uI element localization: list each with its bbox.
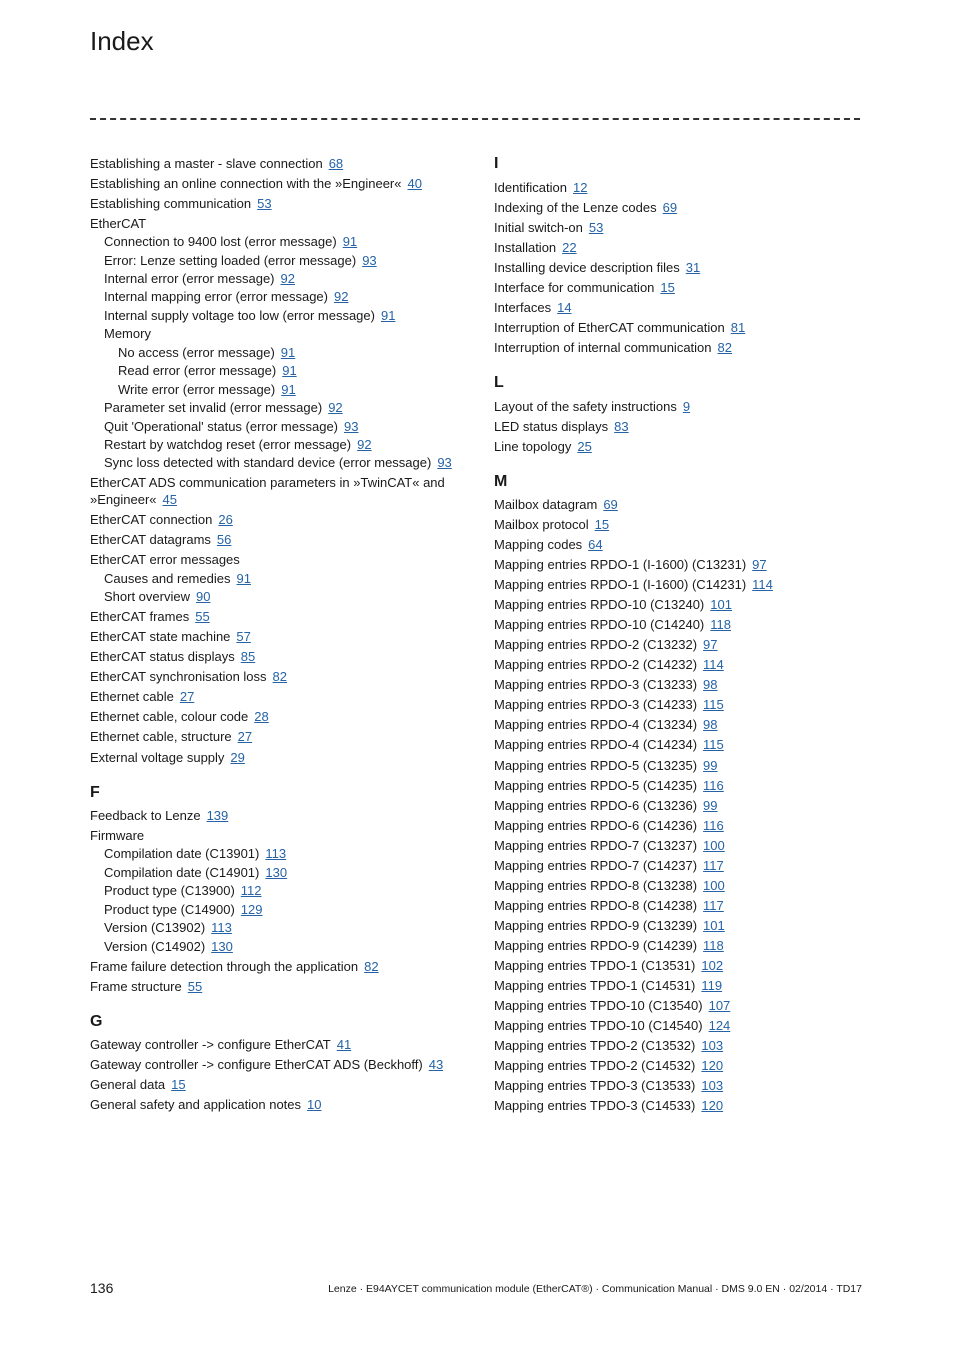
- page-link[interactable]: 14: [557, 300, 572, 315]
- index-term: Mapping entries RPDO-8 (C13238): [494, 878, 698, 893]
- index-entry: [494, 897, 724, 914]
- index-term: Version (C14902): [104, 939, 206, 954]
- index-term: Mapping entries TPDO-1 (C14531): [494, 978, 696, 993]
- index-term: Establishing an online connection with the »Engineer«: [90, 176, 402, 191]
- index-entry: [90, 958, 379, 975]
- footer-page-number: 136: [90, 1280, 114, 1296]
- index-entry: [494, 516, 609, 533]
- index-entry: [494, 536, 603, 553]
- page-link[interactable]: 115: [703, 697, 724, 712]
- index-entry: [494, 319, 745, 336]
- page-link[interactable]: 91: [236, 571, 251, 586]
- page-link[interactable]: 45: [162, 492, 177, 507]
- index-term: Initial switch-on: [494, 220, 583, 235]
- index-entry: [90, 252, 377, 269]
- index-term: Mapping entries TPDO-2 (C14532): [494, 1058, 696, 1073]
- page-link[interactable]: 100: [703, 838, 725, 853]
- index-term: Interruption of EtherCAT communication: [494, 320, 725, 335]
- page-link[interactable]: 93: [344, 419, 359, 434]
- index-term: External voltage supply: [90, 750, 225, 765]
- index-term: Mapping entries TPDO-10 (C14540): [494, 1018, 703, 1033]
- page-link[interactable]: 98: [703, 677, 718, 692]
- index-entry: [90, 325, 151, 342]
- index-entry: [90, 668, 287, 685]
- index-term: Installing device description files: [494, 260, 680, 275]
- index-entry: [90, 919, 232, 936]
- index-term: Mapping entries TPDO-3 (C13533): [494, 1078, 696, 1093]
- index-entry: [90, 864, 287, 881]
- index-term: Version (C13902): [104, 920, 206, 935]
- page-link[interactable]: 82: [364, 959, 379, 974]
- page-link[interactable]: 53: [257, 196, 272, 211]
- page-link[interactable]: 91: [380, 308, 396, 323]
- index-term: Short overview: [104, 589, 190, 604]
- page-link[interactable]: 83: [614, 419, 629, 434]
- page-link[interactable]: 29: [230, 750, 245, 765]
- index-term: Product type (C13900): [104, 883, 235, 898]
- index-entry: [90, 344, 295, 361]
- page-link[interactable]: 27: [179, 689, 195, 704]
- page-link[interactable]: 97: [752, 557, 767, 572]
- index-term: Mapping entries RPDO-7 (C14237): [494, 858, 698, 873]
- index-term: Mapping entries TPDO-3 (C14533): [494, 1098, 696, 1113]
- index-term: Connection to 9400 lost (error message): [104, 234, 337, 249]
- index-entry: [494, 299, 572, 316]
- index-entry: [494, 937, 724, 954]
- index-term: Mapping entries RPDO-1 (I-1600) (C13231): [494, 557, 747, 572]
- index-entry: [90, 288, 348, 305]
- page-link[interactable]: 43: [428, 1057, 444, 1072]
- index-entry: [494, 1077, 723, 1094]
- page-link[interactable]: 64: [588, 537, 603, 552]
- page-link[interactable]: 119: [701, 978, 723, 993]
- index-term: Internal supply voltage too low (error message): [104, 308, 375, 323]
- index-entry: [494, 1057, 723, 1074]
- index-term: Mapping entries RPDO-8 (C14238): [494, 898, 698, 913]
- index-entry: [90, 749, 245, 766]
- index-entry: [494, 179, 587, 196]
- index-term: Parameter set invalid (error message): [104, 400, 323, 415]
- index-term: Write error (error message): [118, 382, 276, 397]
- page-link[interactable]: 10: [307, 1097, 322, 1112]
- index-term: Mapping entries TPDO-10 (C13540): [494, 998, 703, 1013]
- index-entry: [494, 1037, 723, 1054]
- index-term: Mapping codes: [494, 537, 583, 552]
- page-link[interactable]: 97: [703, 637, 718, 652]
- index-entry: [90, 551, 240, 568]
- index-term: Gateway controller -> configure EtherCAT ADS (Beckhoff): [90, 1057, 423, 1072]
- index-term: EtherCAT frames: [90, 609, 190, 624]
- page-link[interactable]: 103: [701, 1038, 724, 1053]
- index-term: Frame failure detection through the application: [90, 959, 359, 974]
- index-entry: [494, 418, 629, 435]
- page-link[interactable]: 31: [685, 260, 701, 275]
- index-term: EtherCAT connection: [90, 512, 213, 527]
- page-link[interactable]: 69: [662, 200, 678, 215]
- index-entry: [494, 398, 690, 415]
- index-term: Error: Lenze setting loaded (error message): [104, 253, 357, 268]
- index-entry: [494, 438, 592, 455]
- index-entry: [494, 997, 730, 1014]
- index-term: Mailbox protocol: [494, 517, 589, 532]
- page-link[interactable]: 92: [333, 289, 349, 304]
- page-link[interactable]: 124: [708, 1018, 731, 1033]
- index-entry: [494, 696, 724, 713]
- page-link[interactable]: 82: [717, 340, 732, 355]
- index-entry: [494, 279, 675, 296]
- index-entry: [494, 917, 725, 934]
- page-link[interactable]: 9: [682, 399, 691, 414]
- index-term: Mapping entries RPDO-5 (C13235): [494, 758, 698, 773]
- index-term: Compilation date (C13901): [104, 846, 260, 861]
- page-link[interactable]: 120: [701, 1098, 724, 1113]
- page-link[interactable]: 100: [703, 878, 725, 893]
- index-term: Layout of the safety instructions: [494, 399, 677, 414]
- index-term: Internal mapping error (error message): [104, 289, 328, 304]
- index-entry: [494, 496, 618, 513]
- index-entry: [494, 857, 724, 874]
- page-link[interactable]: 98: [703, 717, 718, 732]
- page-link[interactable]: 101: [703, 918, 725, 933]
- index-entry: [494, 239, 577, 256]
- page-link[interactable]: 93: [362, 253, 377, 268]
- index-term: Mapping entries RPDO-5 (C14235): [494, 778, 698, 793]
- index-entry: [90, 362, 297, 379]
- index-entry: [494, 777, 724, 794]
- index-entry: [494, 596, 732, 613]
- index-entry: [90, 511, 233, 528]
- index-term: Mapping entries RPDO-4 (C14234): [494, 737, 698, 752]
- index-term: Indexing of the Lenze codes: [494, 200, 657, 215]
- index-entry: [90, 1036, 351, 1053]
- index-term: Mapping entries RPDO-6 (C13236): [494, 798, 698, 813]
- page-link[interactable]: 82: [272, 669, 288, 684]
- index-entry: [90, 978, 202, 995]
- section-letter: L: [494, 374, 504, 391]
- index-term: EtherCAT error messages: [90, 552, 240, 567]
- index-term: Mapping entries RPDO-4 (C13234): [494, 717, 698, 732]
- index-entry: [494, 576, 773, 593]
- page-link[interactable]: 40: [407, 176, 422, 191]
- index-entry: [494, 757, 718, 774]
- index-term: Read error (error message): [118, 363, 277, 378]
- index-entry: [90, 708, 269, 725]
- page-link[interactable]: 28: [254, 709, 269, 724]
- page-link[interactable]: 15: [594, 517, 610, 532]
- page-link[interactable]: 116: [703, 778, 724, 793]
- index-term: Mapping entries TPDO-1 (C13531): [494, 958, 696, 973]
- index-term: General data: [90, 1077, 166, 1092]
- index-term: Mapping entries RPDO-2 (C13232): [494, 637, 698, 652]
- index-entry: [90, 570, 251, 587]
- index-entry: [494, 199, 677, 216]
- index-entry: [494, 616, 731, 633]
- index-entry: [90, 399, 343, 416]
- page-link[interactable]: 114: [752, 577, 773, 592]
- index-term: LED status displays: [494, 419, 609, 434]
- index-entry: [494, 259, 700, 276]
- index-term: Interruption of internal communication: [494, 340, 712, 355]
- index-entry: [90, 1076, 186, 1093]
- index-term: Mapping entries RPDO-6 (C14236): [494, 818, 698, 833]
- index-entry: [90, 195, 272, 212]
- page-link[interactable]: 15: [171, 1077, 186, 1092]
- index-entry: [90, 270, 295, 287]
- index-term: Restart by watchdog reset (error message): [104, 437, 352, 452]
- index-term: Establishing a master - slave connection: [90, 156, 323, 171]
- index-term: EtherCAT: [90, 216, 147, 231]
- index-term: Feedback to Lenze: [90, 808, 201, 823]
- index-term: Mapping entries TPDO-2 (C13532): [494, 1038, 696, 1053]
- page-link[interactable]: 55: [195, 609, 210, 624]
- index-entry: [494, 339, 732, 356]
- page-link[interactable]: 130: [265, 865, 288, 880]
- index-entry: [90, 588, 210, 605]
- index-term: Frame structure: [90, 979, 182, 994]
- index-term: Mapping entries RPDO-3 (C14233): [494, 697, 698, 712]
- page-link[interactable]: 91: [281, 382, 296, 397]
- index-entry: [90, 1056, 443, 1073]
- index-entry: [494, 1017, 730, 1034]
- index-term: Ethernet cable: [90, 689, 174, 704]
- page-link[interactable]: 99: [703, 758, 718, 773]
- section-letter: M: [494, 473, 508, 490]
- index-entry: [90, 827, 144, 844]
- index-term: Line topology: [494, 439, 572, 454]
- index-entry: [90, 175, 422, 192]
- index-entry: [90, 845, 286, 862]
- page-link[interactable]: 85: [240, 649, 256, 664]
- index-term: EtherCAT state machine: [90, 629, 231, 644]
- index-term: EtherCAT ADS communication parameters in »TwinCAT« and »Engineer«: [90, 475, 445, 507]
- index-entry: [90, 728, 252, 745]
- index-term: Interface for communication: [494, 280, 655, 295]
- index-term: Mapping entries RPDO-1 (I-1600) (C14231): [494, 577, 747, 592]
- index-term: Ethernet cable, structure: [90, 729, 232, 744]
- index-term: Sync loss detected with standard device (error message): [104, 455, 432, 470]
- index-term: Mailbox datagram: [494, 497, 598, 512]
- page-link[interactable]: 26: [218, 512, 233, 527]
- index-entry: [494, 556, 767, 573]
- index-entry: [90, 454, 452, 471]
- index-entry: [90, 938, 233, 955]
- page-link[interactable]: 92: [280, 271, 295, 286]
- page-link[interactable]: 99: [703, 798, 718, 813]
- section-letter: G: [90, 1013, 103, 1030]
- index-entry: [90, 807, 228, 824]
- index-entry: [90, 474, 460, 508]
- index-entry: [494, 837, 725, 854]
- page-link[interactable]: 114: [703, 657, 724, 672]
- index-entry: [90, 901, 263, 918]
- index-entry: [90, 436, 372, 453]
- page-link[interactable]: 93: [437, 455, 452, 470]
- page-link[interactable]: 56: [216, 532, 232, 547]
- page-link[interactable]: 22: [562, 240, 577, 255]
- page-link[interactable]: 27: [237, 729, 253, 744]
- index-entry: [90, 648, 255, 665]
- page-link[interactable]: 25: [577, 439, 592, 454]
- page-link[interactable]: 116: [703, 818, 724, 833]
- index-entry: [494, 817, 724, 834]
- index-term: Mapping entries RPDO-10 (C13240): [494, 597, 705, 612]
- index-term: Mapping entries RPDO-3 (C13233): [494, 677, 698, 692]
- index-term: Quit 'Operational' status (error message): [104, 419, 338, 434]
- index-term: Mapping entries RPDO-2 (C14232): [494, 657, 698, 672]
- page-link[interactable]: 129: [240, 902, 263, 917]
- footer-document-info: Lenze · E94AYCET communication module (EtherCAT®) · Communication Manual · DMS 9.0 EN · 02/2014 · TD17: [328, 1283, 862, 1295]
- index-entry: [494, 877, 725, 894]
- page-link[interactable]: 92: [328, 400, 343, 415]
- index-entry: [494, 716, 718, 733]
- page-link[interactable]: 118: [710, 617, 732, 632]
- header-divider: [90, 118, 860, 120]
- page-link[interactable]: 101: [710, 597, 732, 612]
- page-link[interactable]: 120: [701, 1058, 724, 1073]
- index-term: EtherCAT status displays: [90, 649, 235, 664]
- index-term: Interfaces: [494, 300, 552, 315]
- index-entry: [90, 381, 296, 398]
- index-term: Product type (C14900): [104, 902, 235, 917]
- index-entry: [494, 219, 603, 236]
- index-term: Memory: [104, 326, 151, 341]
- page-link[interactable]: 55: [187, 979, 203, 994]
- index-term: Ethernet cable, colour code: [90, 709, 249, 724]
- index-entry: [494, 636, 718, 653]
- index-term: Internal error (error message): [104, 271, 275, 286]
- index-entry: [90, 531, 231, 548]
- index-entry: [90, 882, 262, 899]
- page-link[interactable]: 113: [211, 920, 232, 935]
- page-link[interactable]: 118: [703, 938, 724, 953]
- page-link[interactable]: 91: [282, 363, 297, 378]
- index-entry: [494, 656, 724, 673]
- page-link[interactable]: 53: [588, 220, 604, 235]
- page-link[interactable]: 139: [206, 808, 229, 823]
- page-link[interactable]: 117: [703, 898, 724, 913]
- index-term: Mapping entries RPDO-9 (C13239): [494, 918, 698, 933]
- page-link[interactable]: 12: [573, 180, 588, 195]
- index-term: EtherCAT synchronisation loss: [90, 669, 267, 684]
- page-title: Index: [90, 26, 154, 56]
- index-term: Mapping entries RPDO-9 (C14239): [494, 938, 698, 953]
- index-entry: [494, 957, 723, 974]
- index-term: Causes and remedies: [104, 571, 231, 586]
- page-link[interactable]: 15: [660, 280, 675, 295]
- index-entry: [90, 155, 343, 172]
- index-entry: [90, 233, 357, 250]
- page-link[interactable]: 68: [328, 156, 344, 171]
- page-link[interactable]: 117: [703, 858, 724, 873]
- index-term: General safety and application notes: [90, 1097, 302, 1112]
- index-term: EtherCAT datagrams: [90, 532, 211, 547]
- index-term: Mapping entries RPDO-7 (C13237): [494, 838, 698, 853]
- page-link[interactable]: 113: [265, 846, 287, 861]
- page-link[interactable]: 57: [236, 629, 251, 644]
- index-entry: [494, 797, 718, 814]
- index-entry: [494, 1097, 723, 1114]
- index-term: No access (error message): [118, 345, 275, 360]
- index-entry: [494, 736, 724, 753]
- index-term: Installation: [494, 240, 557, 255]
- index-term: Gateway controller -> configure EtherCAT: [90, 1037, 331, 1052]
- page-link[interactable]: 41: [336, 1037, 352, 1052]
- index-entry: [494, 977, 722, 994]
- page-link[interactable]: 103: [701, 1078, 724, 1093]
- page-link[interactable]: 91: [280, 345, 296, 360]
- index-entry: [90, 215, 146, 232]
- page-link[interactable]: 91: [342, 234, 358, 249]
- index-term: Identification: [494, 180, 567, 195]
- section-letter: F: [90, 784, 100, 801]
- index-entry: [90, 608, 210, 625]
- index-entry: [90, 1096, 322, 1113]
- page-link[interactable]: 81: [730, 320, 746, 335]
- page-link[interactable]: 90: [195, 589, 211, 604]
- page-link[interactable]: 112: [240, 883, 262, 898]
- index-entry: [90, 418, 358, 435]
- page-link[interactable]: 92: [357, 437, 372, 452]
- page-link[interactable]: 102: [701, 958, 724, 973]
- page-link[interactable]: 107: [708, 998, 731, 1013]
- index-term: Mapping entries RPDO-10 (C14240): [494, 617, 705, 632]
- index-term: Compilation date (C14901): [104, 865, 260, 880]
- index-entry: [90, 307, 395, 324]
- index-term: Firmware: [90, 828, 145, 843]
- index-entry: [90, 688, 194, 705]
- section-letter: I: [494, 155, 499, 172]
- index-entry: [90, 628, 251, 645]
- page-link[interactable]: 115: [703, 737, 724, 752]
- index-term: Establishing communication: [90, 196, 252, 211]
- page-link[interactable]: 69: [603, 497, 618, 512]
- index-entry: [494, 676, 718, 693]
- page-link[interactable]: 130: [211, 939, 233, 954]
